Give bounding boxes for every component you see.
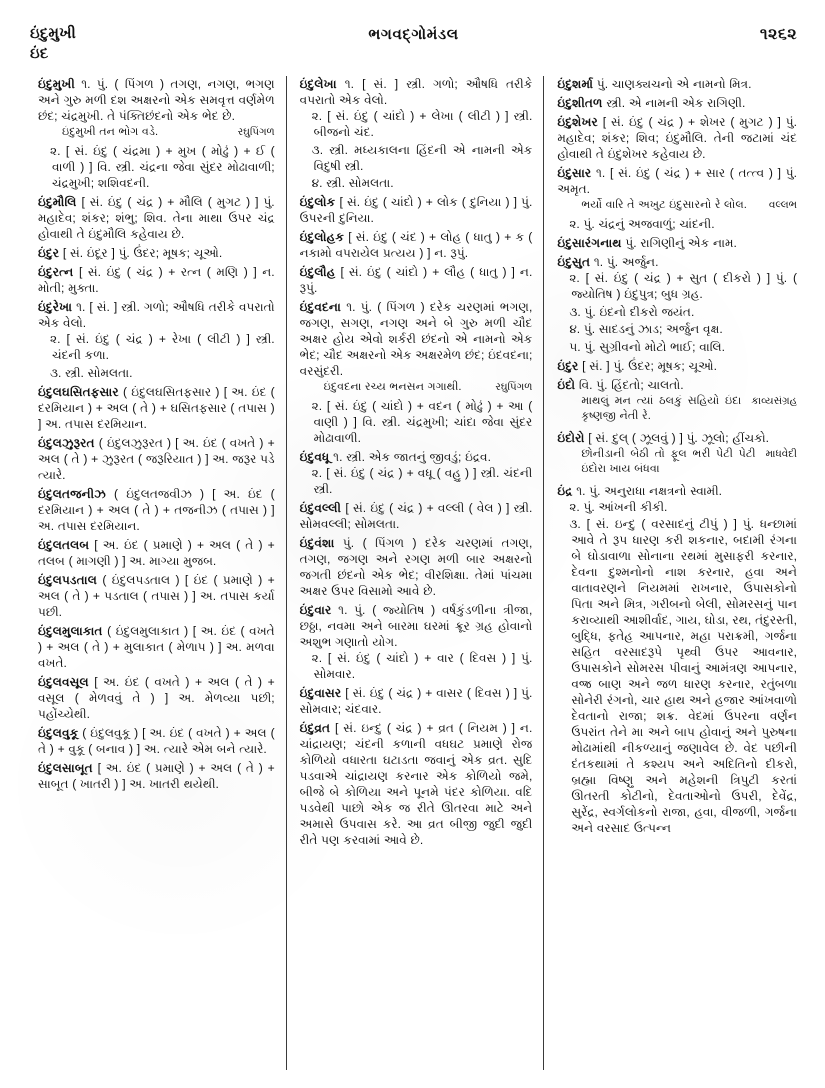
dictionary-entry: [557, 483, 797, 837]
entry-definition-text: [ સં. ઇન્દુ ( ચંદ્ર ) + વ્રત ( નિયમ ) ] ન. ચાંદ્રાયણ; ચંદની કળાની વધઘટ પ્રમાણે રોજ કોળિયો વધારતા ઘટાડતા જવાનું એક વ્રત. સુદિ પડવાએ ચાંદ્રાયણ કરનાર એક કોળિયો જમે, બીજે બે કોળિયા અને પૂનમે પંદર કોળિયા. વદિ પડવેથી પાછો એક જ રીતે ઊતરવા માટે અને અમાસે ઉપવાસ કરે. આ વ્રત બીજી જુદી જુદી રીતે પણ કરવામાં આવે છે.: [299, 721, 533, 847]
entry-headword: ઇંદુરેખા: [38, 300, 73, 314]
entry-sense: [557, 216, 797, 232]
entry-headword: ઇંદુમૌલિ: [38, 195, 77, 209]
entry-citation: [38, 125, 275, 140]
entry-definition-text: [ સં. ઇંદુ ( ચાંદો ) + લોક ( દુનિયા ) ] પું. ઉપરની દુનિયા.: [299, 195, 533, 225]
entry-headword: ઇંદુવાસર: [299, 686, 342, 700]
dictionary-entry: [557, 165, 797, 232]
citation-source: કાવ્યસંગ્રહ: [751, 395, 797, 407]
entry-sense: [300, 398, 533, 446]
entry-definition-text: [ સં. દુલ્ ( ઝૂલવું ) ] પું. ઝૂલો; હીંચકો.: [588, 430, 770, 445]
entry-headword-line: [300, 720, 533, 848]
entry-definition-text: ૨. પું. આંખની કીકી.: [569, 499, 668, 514]
entry-headword: ઇંદુવાર: [299, 603, 332, 617]
entry-headword-line: [300, 76, 533, 108]
entry-headword: ઇંદુશર્મા: [557, 77, 594, 91]
dictionary-entry: [38, 435, 275, 483]
entry-headword-line: [557, 95, 797, 111]
entry-sense: [38, 365, 275, 381]
running-head-left-line-2: ઇંદ: [30, 44, 49, 62]
entry-headword-line: [557, 483, 797, 499]
entry-definition-text: ૧. પું. અનુરાધા નક્ષત્રનો સ્વામી.: [576, 483, 723, 498]
dictionary-entry: [38, 486, 275, 534]
entry-headword: ઇંદુવદના: [299, 300, 341, 314]
entry-headword-line: [38, 435, 275, 483]
dictionary-entry: [300, 535, 533, 599]
running-head: [30, 24, 797, 76]
entry-definition-text: ૩. પું. ઇંદનો દીકરો જયંત.: [569, 304, 695, 319]
citation-text: ભર્યો વારિ તે અખુટ ઇંદુસારનો રે લોલ.: [581, 199, 747, 211]
column-1: [28, 76, 286, 1070]
entry-headword-line: [38, 674, 275, 722]
dictionary-entry: [38, 572, 275, 620]
dictionary-entry: [38, 537, 275, 569]
entry-sense: [557, 339, 797, 355]
entry-definition-text: ૨. [ સં. ઇંદુ ( ચાંદો ) + લેખા ( લીટી ) ] સ્ત્રી. બીજનો ચંદ.: [311, 109, 533, 139]
entry-definition-text: ( ઇંદુલતજવીઝ ) [ અ. ઇંદ ( દરમિયાન ) + અલ ( તે ) + તજનીઝ ( તપાસ ) ] અ. તપાસ દરમિયાન.: [38, 486, 275, 533]
entry-headword: ઇંદુલતજનીઝ: [38, 486, 106, 501]
dictionary-entry: [300, 500, 533, 532]
entry-headword-line: [38, 725, 275, 757]
dictionary-entry: [557, 114, 797, 162]
entry-definition-text: ૧. પું. ( પિંગળ ) તગણ, નગણ, ભગણ અને ગુરુ મળી દશ અક્ષરનો એક સમવૃત્ત વર્ણમેળ છંદ; ચંદ્રમુખી. તે પંક્તિછંદનો એક ભેદ છે.: [38, 77, 275, 123]
entry-definition-text: ૨. [ સં. ઇંદુ ( ચંદ્ર ) + વધૂ ( વહુ ) ] સ્ત્રી. ચંદની સ્ત્રી.: [311, 466, 533, 496]
entry-definition-text: પું. ( પિંગળ ) દરેક ચરણમાં તગણ, તગણ, જગણ અને રગણ મળી બાર અક્ષરનો જગતી છંદનો એક ભેદ; વીરશિક્ષા. તેમાં પાંચમા અક્ષર ઉપર વિસામો આવે છે.: [299, 536, 533, 598]
entry-headword: ઇંદુર: [557, 358, 579, 373]
entry-definition-text: ( ઇંદુલવુકૂ ) [ અ. ઇંદ ( વખતે ) + અલ ( તે ) + વુકૂ ( બનાવ ) ] અ. ત્યારે એમ બને ત્યારે.: [38, 725, 275, 756]
entry-definition-text: ૪. સ્ત્રી. સોમલતા.: [311, 176, 394, 190]
entry-headword-line: [300, 500, 533, 532]
entry-headword-line: [557, 377, 797, 393]
entry-definition-text: ૨. પું. ચંદ્રનું અજવાળું; ચાંદની.: [569, 217, 715, 231]
citation-source: રઘુપિંગળ: [237, 127, 275, 138]
dictionary-entry: [38, 760, 275, 792]
citation-source: માધવેદી: [765, 448, 797, 460]
entry-definition-text: ૧. સ્ત્રી. એક જાતનું જીવડું; ઇંદ્રવ.: [333, 450, 491, 464]
entry-sense: [557, 321, 797, 337]
entry-definition-text: [ અ. ઇંદ ( પ્રમાણે ) + અલ ( તે ) + સાબૂત ( ખાતરી ) ] અ. ખાતરી થયેથી.: [38, 760, 275, 791]
dictionary-entry: [300, 449, 533, 497]
entry-headword: ઇંદુલોક: [299, 195, 336, 209]
entry-definition-text: [ સં. ઇંદૂર ] પું. ઉંદર; મૂષક; ચૂઓ.: [62, 246, 223, 260]
dictionary-entry: [557, 377, 797, 427]
dictionary-entry: [300, 685, 533, 717]
entry-definition-text: [ અ. ઇંદ ( વખતે ) + અલ ( તે ) + વસૂલ ( મેળવવું તે ) ] અ. મેળવ્યા પછી; પહોંચ્યેથી.: [38, 674, 275, 721]
entry-headword: ઇંદુલેખા: [299, 77, 337, 91]
entry-definition-text: ૫. પું. સુગ્રીવનો મોટો ભાઈ; વાલિ.: [569, 339, 725, 354]
entry-definition-text: [ સં. ઇંદુ ( ચંદ્ર ) + મૌલિ ( મુગટ ) ] પું. મહાદેવ; શંકર; શંભુ; શિવ. તેના માથા ઉપર ચંદ્ર હોવાથી તે ઇંદુમૌલિ કહેવાય છે.: [38, 195, 275, 241]
entry-sense: [557, 304, 797, 320]
book-title: ભગવદ્ગોમંડલ: [368, 26, 459, 43]
citation-text: છોનીડાની બેઠી તો ફૂલ ભરી પેટી પેટી ઇંદોરા ખાય બંધવા: [581, 447, 756, 475]
dictionary-entry: [38, 384, 275, 432]
dictionary-entry: [557, 358, 797, 374]
dictionary-entry: [38, 674, 275, 722]
entry-definition-text: ૨. [ સં. ઇંદુ ( ચંદ્ર ) + સુત ( દીકરો ) ] પું. ( જ્યોતિષ ) ઇંદુપુત્ર; બુધ ગ્રહ.: [569, 271, 797, 301]
dictionary-entry: [38, 76, 275, 191]
entry-headword: ઇંદુસાર: [557, 166, 592, 180]
entry-definition-text: ૨. [ સં. ઇંદુ ( ચંદ્રમા ) + મુખ ( મોઢું ) + ઈ ( વાળી ) ] વિ. સ્ત્રી. ચંદ્રના જેવા સુંદર મોઢાવાળી; ચંદ્રમુખી; શશિવદની.: [50, 144, 275, 190]
entry-headword-line: [557, 358, 797, 374]
dictionary-entry: [300, 76, 533, 191]
column-2: [286, 76, 544, 1070]
entry-headword: ઇંદુશીતળ: [557, 96, 603, 110]
entry-headword-line: [557, 76, 797, 92]
entry-headword: ઇંદુવલ્લી: [299, 501, 342, 515]
entry-headword-line: [38, 760, 275, 792]
dictionary-entry: [300, 194, 533, 226]
entry-headword: ઇંદુવ્રત: [299, 721, 331, 735]
dictionary-entry: [38, 725, 275, 757]
entry-headword-line: [38, 623, 275, 671]
entry-sense: [38, 143, 275, 191]
entry-headword-line: [38, 384, 275, 432]
entry-definition-text: ૨. [ સં. ઇંદુ ( ચંદ્ર ) + રેખા ( લીટી ) ] સ્ત્રી. ચંદની કળા.: [50, 332, 275, 362]
entry-headword-line: [38, 572, 275, 620]
entry-headword-line: [557, 254, 797, 270]
entry-definition-text: સ્ત્રી. એ નામની એક રાગિણી.: [606, 96, 746, 110]
entry-headword: ઇંદુલવસૂલ: [38, 674, 89, 689]
entry-headword-line: [300, 685, 533, 717]
entry-headword-line: [300, 299, 533, 379]
dictionary-entry: [557, 430, 797, 480]
entry-definition-text: ૧. [ સં. ] સ્ત્રી. ગળો; ઔષધિ તરીકે વપરાતો એક વેલો.: [299, 77, 533, 107]
dictionary-entry: [38, 264, 275, 296]
column-container: [28, 76, 801, 1070]
entry-sense: [557, 270, 797, 302]
entry-definition-text: [ સં. ઇંદુ ( ચંદ્ર ) + વાસર ( દિવસ ) ] પું. સોમવાર; ચંદવાર.: [299, 686, 533, 716]
entry-headword: ઇંદુલૌહ: [299, 265, 336, 279]
running-head-left-line-1: ઇંદુમુખી: [30, 25, 77, 42]
entry-definition-text: ૧. [ સં. ] સ્ત્રી. ગળો; ઔષધિ તરીકે વપરાતો એક વેલો.: [38, 300, 275, 330]
dictionary-entry: [38, 299, 275, 381]
entry-headword: ઇંદુલતલબ: [38, 537, 90, 552]
dictionary-entry: [38, 245, 275, 261]
entry-sense: [38, 331, 275, 363]
entry-headword-line: [38, 264, 275, 296]
citation-source: રઘુપિંગળ: [495, 382, 533, 393]
entry-headword-line: [38, 194, 275, 242]
entry-citation: [557, 394, 797, 424]
entry-headword-line: [557, 165, 797, 197]
dictionary-entry: [38, 623, 275, 671]
dictionary-entry: [300, 299, 533, 446]
entry-definition-text: પું. ચાણક્યચનો એ નામનો મિત્ર.: [596, 77, 752, 91]
entry-headword: ઇંદુરત્ન: [38, 265, 74, 279]
entry-headword-line: [557, 430, 797, 446]
entry-definition-text: ( ઇંદુલઘસિતફસાર ) [ અ. ઇંદ ( દરમિયાન ) + અલ ( તે ) + ઘસિતફસાર ( તપાસ ) ] અ. તપાસ દરમિયાન.: [38, 384, 275, 431]
dictionary-entry: [557, 76, 797, 92]
dictionary-entry: [557, 254, 797, 355]
entry-sense: [557, 516, 797, 836]
dictionary-entry: [300, 602, 533, 682]
citation-source: વલ્લભ: [768, 200, 797, 211]
entry-headword: ઇંદો: [557, 377, 576, 392]
entry-headword-line: [557, 114, 797, 162]
page-number: ૧૨૬૨: [759, 26, 797, 43]
entry-definition-text: [ સં. ઇંદુ ( ચંદ્ર ) + વલ્લી ( વેલ ) ] સ્ત્રી. સોમવલ્લી; સોમલતા.: [299, 501, 533, 531]
entry-definition-text: ( ઇંદુલમુલાકાત ) [ અ. ઇંદ ( વખતે ) + અલ ( તે ) + મુલાકાત ( મેળાપ ) ] અ. મળવા વખતે.: [38, 623, 275, 670]
dictionary-entry: [38, 194, 275, 242]
entry-headword: ઇંદુસુત: [557, 255, 591, 269]
entry-sense: [300, 108, 533, 140]
entry-headword: ઇંદુલોહક: [299, 230, 344, 244]
entry-sense: [300, 175, 533, 191]
entry-definition-text: ૨. [ સં. ઇંદુ ( ચાંદો ) + વાર ( દિવસ ) ] પું. સોમવાર.: [311, 651, 533, 681]
entry-headword-line: [557, 235, 797, 251]
entry-headword-line: [300, 229, 533, 261]
dictionary-entry: [557, 235, 797, 251]
entry-headword: ઇંદુલસાબૂત: [38, 760, 93, 775]
entry-headword-line: [300, 535, 533, 599]
column-3: [543, 76, 801, 1070]
entry-headword-line: [38, 486, 275, 534]
entry-definition-text: [ સં. ઇંદુ ( ચંદ્ર ) + શેખર ( મુગટ ) ] પું. મહાદેવ; શંકર; શિવ; ઇંદુમૌલિ. તેની જટામાં ચંદ હોવાથી તે ઇંદુશેખર કહેવાય છે.: [557, 115, 797, 161]
dictionary-entry: [557, 95, 797, 111]
entry-headword: ઇંદ્ર: [557, 483, 573, 498]
entry-definition-text: [ સં. ઇંદુ ( ચંદ્ર ) + રત્ન ( મણિ ) ] ન. મોતી; મુક્તા.: [38, 265, 275, 295]
entry-headword-line: [38, 299, 275, 331]
entry-headword-line: [300, 264, 533, 296]
entry-citation: [300, 380, 533, 395]
entry-headword: ઇંદુવંશા: [299, 536, 335, 550]
entry-headword: ઇંદુમુખી: [38, 77, 75, 91]
entry-definition-text: ૩. સ્ત્રી. મધ્યકાલના હિંદની એ નામની એક વિદુષી સ્ત્રી.: [311, 142, 533, 173]
entry-headword: ઇંદુલઝુરૂરત: [38, 435, 95, 450]
entry-definition-text: ( ઇંદુલપડતાલ ) [ ઇંદ ( પ્રમાણે ) + અલ ( તે ) + પડતાલ ( તપાસ ) ] અ. તપાસ કર્યા પછી.: [38, 572, 275, 619]
entry-sense: [300, 465, 533, 497]
citation-text: ઇંદુવદના રચ્ય ભનસન ગગાથી.: [323, 381, 462, 393]
entry-headword: ઇંદુલઘસિતફસાર: [38, 384, 119, 399]
citation-text: માથલું મન ત્યાં ઠલકું સહિયો ઇંદા કૃષ્ણજી નેતી રે.: [581, 394, 742, 422]
entry-headword-line: [38, 245, 275, 261]
entry-definition-text: ૧. પું. અર્જુન.: [593, 255, 659, 269]
entry-definition-text: ૧. પું. ( જ્યોતિષ ) વર્ષકુંડળીના ત્રીજા, છઠ્ઠા, નવમા અને બારમા ઘરમાં ક્રૂર ગ્રહ હોવાનો અશુભ ગણાતો યોગ.: [299, 603, 533, 649]
entry-definition-text: ૨. [ સં. ઇંદુ ( ચાંદો ) + વદન ( મોઢું ) + આ ( વાણી ) ] વિ. સ્ત્રી. ચંદ્રમુખી; ચાંદા જેવા સુંદર મોઢાવાળી.: [311, 399, 533, 445]
entry-headword-line: [300, 602, 533, 650]
entry-headword: ઇંદુલવુકૂ: [38, 725, 79, 740]
entry-definition-text: ૩. [ સં. ઇન્દુ ( વરસાદનું ટીપું ) ] પું. ધન્છામાં આવે તે રૂપ ધારણ કરી શકનાર, બદામી રંગના બે ઘોડાવાળા સોનાના રથમાં મુસાફરી કરનાર, દેવના દુશ્મનોનો નાશ કરનાર, હવા અને વાતાવરણને નિયમમાં રાખનાર, ઉપાસકોનો પિતા અને મિત્ર, ગરીબનો બેલી, સોમરસનું પાન કરાવ્યાથી આશીર્વાદ, ગાય, ઘોડા, રથ, તંદુરસ્તી, બુદ્ધિ, ફતેહ આપનાર, મહા પરાક્રમી, ગર્જના સહિત વરસાદરૂપે પૃથ્વી ઉપર આવનાર, ઉપાસકોને સોમરસ પીવાનું આમંત્રણ આપનાર, વજ્ર બાણ અને જળ ધારણ કરનાર, રતુંબળા સોનેરી રંગનો, ચાર હાથ અને હજાર આંખવાળો દેવતાનો રાજા; શક્ર. વેદમાં ઉપરના વર્ણન ઉપરાંત તેને મા અને બાપ હોવાનું અને પુરુષના મોઢામાંથી નીકળ્યાનું જણાવેલ છે. વેદ પછીની દંતકથામાં તે કશ્યપ અને અદિતિનો દીકરો, બ્રહ્મા વિષ્ણુ અને મહેશની ત્રિપુટી કરતાં ઊતરતી કોટીનો, દેવતાઓનો ઉપરી, દેવેંદ્ર, સુરેંદ્ર, સ્વર્ગલોકનો રાજા, હવા, વીજળી, ગર્જના અને વરસાદ ઉત્પન્ન: [569, 517, 797, 835]
entry-headword: ઇંદોરો: [557, 430, 585, 445]
entry-definition-text: વિ. પું. હિંદતો; ચાલતો.: [578, 377, 684, 392]
entry-headword-line: [38, 537, 275, 569]
entry-sense: [300, 142, 533, 174]
citation-text: ઇંદુમુખી તન ભોગ વડે.: [62, 126, 159, 138]
entry-definition-text: [ અ. ઇંદ ( પ્રમાણે ) + અલ ( તે ) + તલબ ( માગણી ) ] અ. માગ્યા મુજબ.: [38, 537, 275, 568]
entry-definition-text: [ સં. ઇંદુ ( ચંદ ) + લોહ ( ધાતુ ) + ક ( નકામો વપરાયેલ પ્રત્યય ) ] ન. રૂપું.: [299, 230, 533, 260]
entry-definition-text: ૪. પું. સાદડનું ઝાડ; અર્જુન વૃક્ષ.: [569, 322, 723, 336]
entry-headword: ઇંદુલમુલાકાત: [38, 623, 103, 638]
entry-citation: [557, 198, 797, 213]
entry-headword-line: [300, 449, 533, 465]
entry-definition-text: ૩. સ્ત્રી. સોમલતા.: [50, 365, 133, 380]
dictionary-entry: [300, 264, 533, 296]
dictionary-entry: [300, 229, 533, 261]
entry-sense: [557, 499, 797, 515]
entry-definition-text: [ સં. ] પું. ઉંદર; મૂષક; ચૂઓ.: [582, 358, 717, 373]
entry-headword: ઇંદુવધૂ: [299, 450, 330, 464]
entry-definition-text: ૧. [ સં. ઇંદુ ( ચંદ્ર ) + સાર ( તત્ત્વ ) ] પું. અમૃત.: [557, 166, 797, 196]
entry-headword: ઇંદુસારંગનાથ: [557, 236, 622, 250]
dictionary-entry: [300, 720, 533, 848]
entry-definition-text: પું. રાગિણીનું એક નામ.: [625, 236, 737, 250]
entry-definition-text: ૧. પું. ( પિંગળ ) દરેક ચરણમાં ભગણ, જગણ, સગણ, નગણ અને બે ગુરુ મળી ચૌદ અક્ષર હોય એવો શર્કરી છંદનો એ નામનો એક ભેદ; ચૌદ અક્ષરનો એક અક્ષરમેળ છંદ; ઇંદવદના; વરસુંદરી.: [299, 300, 533, 378]
entry-sense: [300, 650, 533, 682]
entry-definition-text: ( ઇંદુલઝુરૂરત ) [ અ. ઇંદ ( વખતે ) + અલ ( તે ) + ઝુરૂરત ( જરૂરિયાત ) ] અ. જરૂર પડે ત્યારે.: [38, 435, 275, 482]
entry-citation: [557, 447, 797, 477]
entry-headword: ઇંદુર: [38, 246, 60, 260]
entry-headword-line: [300, 194, 533, 226]
entry-headword-line: [38, 76, 275, 124]
entry-headword: ઇંદુશેખર: [557, 115, 598, 129]
entry-headword: ઇંદુલપડતાલ: [38, 572, 97, 587]
entry-definition-text: [ સં. ઇંદુ ( ચાંદો ) + લૌહ ( ધાતુ ) ] ન. રૂપું.: [299, 265, 533, 295]
